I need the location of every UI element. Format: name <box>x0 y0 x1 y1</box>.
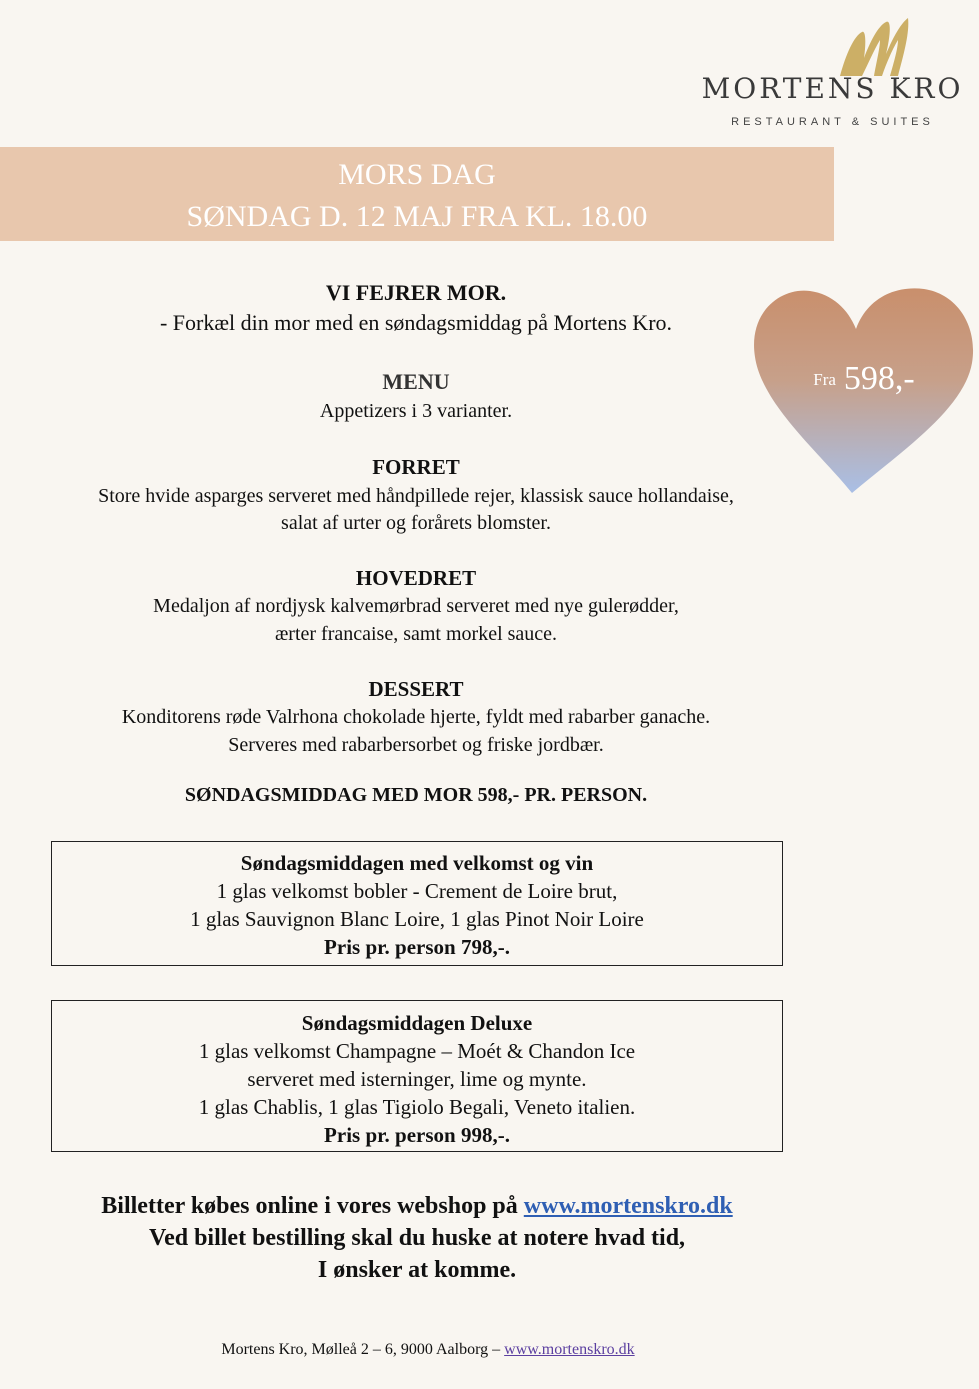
ticket-line-1-text: Billetter købes online i vores webshop på <box>101 1193 524 1219</box>
package-price: Pris pr. person 998,-. <box>324 1123 510 1147</box>
package-price: Pris pr. person 798,-. <box>324 935 510 959</box>
package-title: Søndagsmiddagen Deluxe <box>301 1011 533 1035</box>
menu-text: Appetizers i 3 varianter. <box>319 400 513 422</box>
ticket-line-1 <box>0 1190 834 1222</box>
price-line: SØNDAGSMIDDAG MED MOR 598,- PR. PERSON. <box>184 784 648 806</box>
webshop-link[interactable]: www.mortenskro.dk <box>523 1193 733 1219</box>
course-line: Medaljon af nordjysk kalvemørbrad serveret med nye gulerødder, <box>153 595 679 617</box>
course-title-hovedret: HOVEDRET <box>355 566 477 590</box>
course-line: ærter francaise, samt morkel sauce. <box>274 623 558 645</box>
banner-date: SØNDAG D. 12 MAJ FRA KL. 18.00 <box>186 200 648 233</box>
course-line: Konditorens røde Valrhona chokolade hjerte, fyldt med rabarber ganache. <box>121 706 711 728</box>
package-line: serveret med isterninger, lime og mynte. <box>247 1067 587 1091</box>
package-line: 1 glas Chablis, 1 glas Tigiolo Begali, Veneto italien. <box>198 1095 636 1119</box>
package-line: 1 glas velkomst bobler - Crement de Loire brut, <box>216 879 618 903</box>
course-title-dessert: DESSERT <box>368 677 464 701</box>
address-text: Mortens Kro, Mølleå 2 – 6, 9000 Aalborg – <box>221 1341 505 1358</box>
ticket-line-3: I ønsker at komme. <box>317 1257 517 1283</box>
package-line: 1 glas Sauvignon Blanc Loire, 1 glas Pinot Noir Loire <box>190 907 644 931</box>
package-box-deluxe <box>51 1000 783 1152</box>
package-box-wine <box>51 841 783 966</box>
course-title-forret: FORRET <box>372 455 460 479</box>
course-line: Store hvide asparges serveret med håndpillede rejer, klassisk sauce hollandaise, <box>98 485 734 507</box>
intro-title: VI FEJRER MOR. <box>325 280 507 305</box>
logo-subtitle: RESTAURANT & SUITES <box>731 116 934 128</box>
logo-name: MORTENS KRO <box>701 72 964 105</box>
intro-text: - Forkæl din mor med en søndagsmiddag på Mortens Kro. <box>159 310 673 335</box>
banner-title: MORS DAG <box>338 158 496 191</box>
ticket-info <box>0 1190 834 1286</box>
menu-title: MENU <box>382 369 450 394</box>
event-banner <box>0 147 834 241</box>
price-badge-prefix: Fra <box>813 370 836 389</box>
course-line: Serveres med rabarbersorbet og friske jordbær. <box>228 734 604 756</box>
package-line: 1 glas velkomst Champagne – Moét & Chandon Ice <box>198 1039 636 1063</box>
footer-website-link[interactable]: www.mortenskro.dk <box>504 1341 635 1358</box>
package-title: Søndagsmiddagen med velkomst og vin <box>240 851 594 875</box>
course-line: salat af urter og forårets blomster. <box>281 512 551 534</box>
price-badge-value: 598,- <box>843 360 915 397</box>
ticket-line-2: Ved billet bestilling skal du huske at notere hvad tid, <box>148 1225 686 1251</box>
footer-address <box>0 1341 856 1359</box>
